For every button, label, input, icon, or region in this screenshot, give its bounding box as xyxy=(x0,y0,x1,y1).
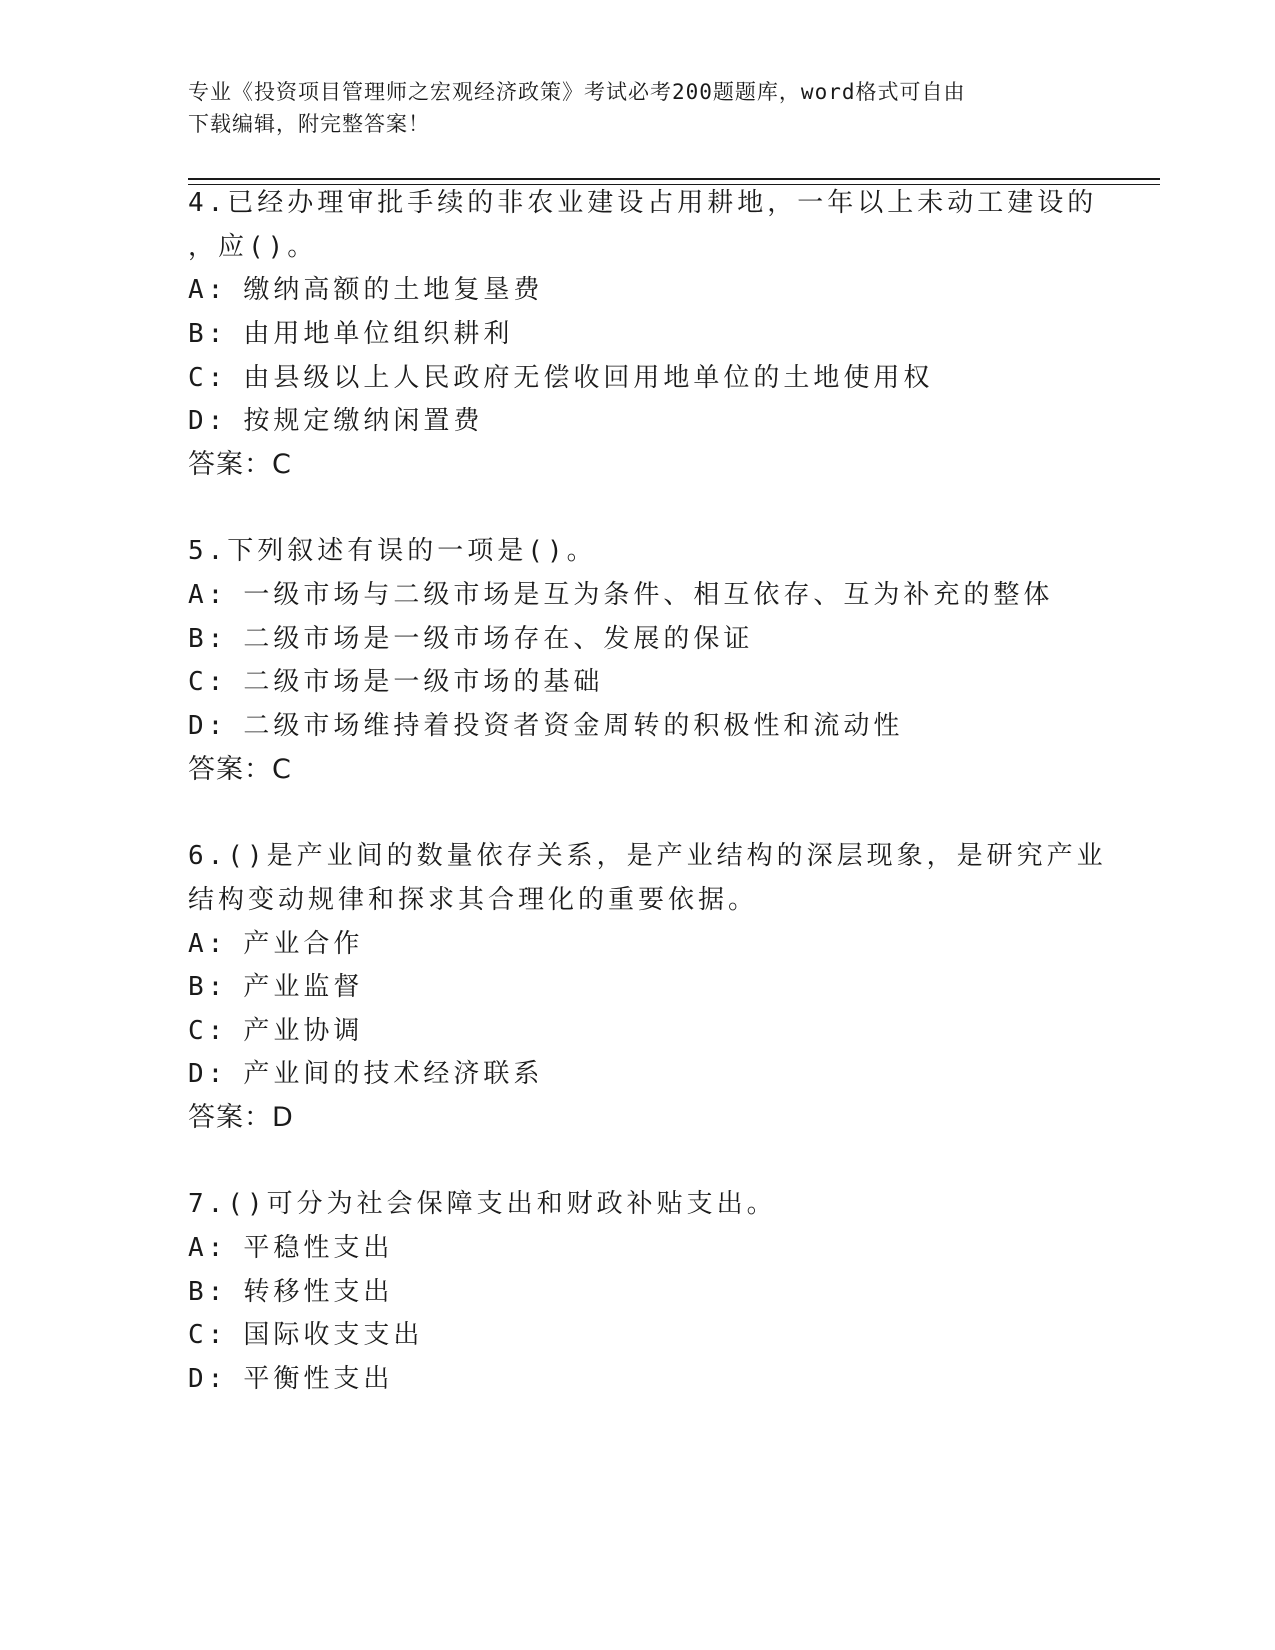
option-text: 二级市场是一级市场的基础 xyxy=(243,667,604,697)
question-stem: 结构变动规律和探求其合理化的重要依据。 xyxy=(188,885,759,915)
header-line-2: 下载编辑，附完整答案！ xyxy=(188,112,430,136)
option-letter: B: xyxy=(188,972,228,1002)
option-d xyxy=(188,713,903,739)
option-letter: D: xyxy=(188,406,228,436)
option-letter: B: xyxy=(188,1277,228,1307)
option-letter: A: xyxy=(188,580,228,610)
question-stem: 5.下列叙述有误的一项是()。 xyxy=(188,536,597,566)
option-text: 二级市场维持着投资者资金周转的积极性和流动性 xyxy=(243,711,904,741)
option-text: 转移性支出 xyxy=(243,1277,394,1307)
option-letter: D: xyxy=(188,1364,228,1394)
question-stem: 6.()是产业间的数量依存关系，是产业结构的深层现象，是研究产业 xyxy=(188,841,1107,871)
question-stem: ，应()。 xyxy=(188,232,318,262)
option-b xyxy=(188,1279,393,1305)
answer: 答案：C xyxy=(188,754,292,785)
option-d xyxy=(188,1366,393,1392)
option-letter: D: xyxy=(188,711,228,741)
option-text: 由县级以上人民政府无偿收回用地单位的土地使用权 xyxy=(243,363,934,393)
question-stem: 7.()可分为社会保障支出和财政补贴支出。 xyxy=(188,1189,777,1219)
option-letter: C: xyxy=(188,363,228,393)
option-b xyxy=(188,974,363,1000)
option-text: 国际收支支出 xyxy=(243,1320,424,1350)
option-a xyxy=(188,1235,393,1261)
option-letter: A: xyxy=(188,1233,228,1263)
answer: 答案：D xyxy=(188,1102,294,1133)
option-text: 一级市场与二级市场是互为条件、相互依存、互为补充的整体 xyxy=(243,580,1054,610)
option-d xyxy=(188,1061,543,1087)
option-letter: C: xyxy=(188,1320,228,1350)
option-text: 按规定缴纳闲置费 xyxy=(243,406,484,436)
option-c xyxy=(188,1322,423,1348)
header-divider-thin xyxy=(188,184,1160,185)
option-b xyxy=(188,321,513,347)
option-b xyxy=(188,626,753,652)
header-line-1: 专业《投资项目管理师之宏观经济政策》考试必考200题题库，word格式可自由 xyxy=(188,80,966,104)
option-text: 产业协调 xyxy=(243,1016,364,1046)
option-c xyxy=(188,1018,363,1044)
option-text: 产业合作 xyxy=(243,929,364,959)
option-text: 平衡性支出 xyxy=(243,1364,394,1394)
option-text: 缴纳高额的土地复垦费 xyxy=(243,275,544,305)
option-a xyxy=(188,277,543,303)
option-c xyxy=(188,669,603,695)
option-text: 产业监督 xyxy=(243,972,364,1002)
option-letter: A: xyxy=(188,275,228,305)
answer: 答案：C xyxy=(188,449,292,480)
question-stem: 4.已经办理审批手续的非农业建设占用耕地，一年以上未动工建设的 xyxy=(188,188,1098,218)
option-letter: B: xyxy=(188,319,228,349)
option-a xyxy=(188,931,363,957)
option-letter: C: xyxy=(188,1016,228,1046)
option-c xyxy=(188,365,933,391)
option-text: 产业间的技术经济联系 xyxy=(243,1059,544,1089)
option-letter: B: xyxy=(188,624,228,654)
option-text: 二级市场是一级市场存在、发展的保证 xyxy=(243,624,754,654)
option-a xyxy=(188,582,1053,608)
option-letter: C: xyxy=(188,667,228,697)
option-letter: D: xyxy=(188,1059,228,1089)
option-text: 平稳性支出 xyxy=(243,1233,394,1263)
option-text: 由用地单位组织耕利 xyxy=(243,319,514,349)
option-d xyxy=(188,408,483,434)
option-letter: A: xyxy=(188,929,228,959)
header-divider-thick xyxy=(188,178,1160,180)
